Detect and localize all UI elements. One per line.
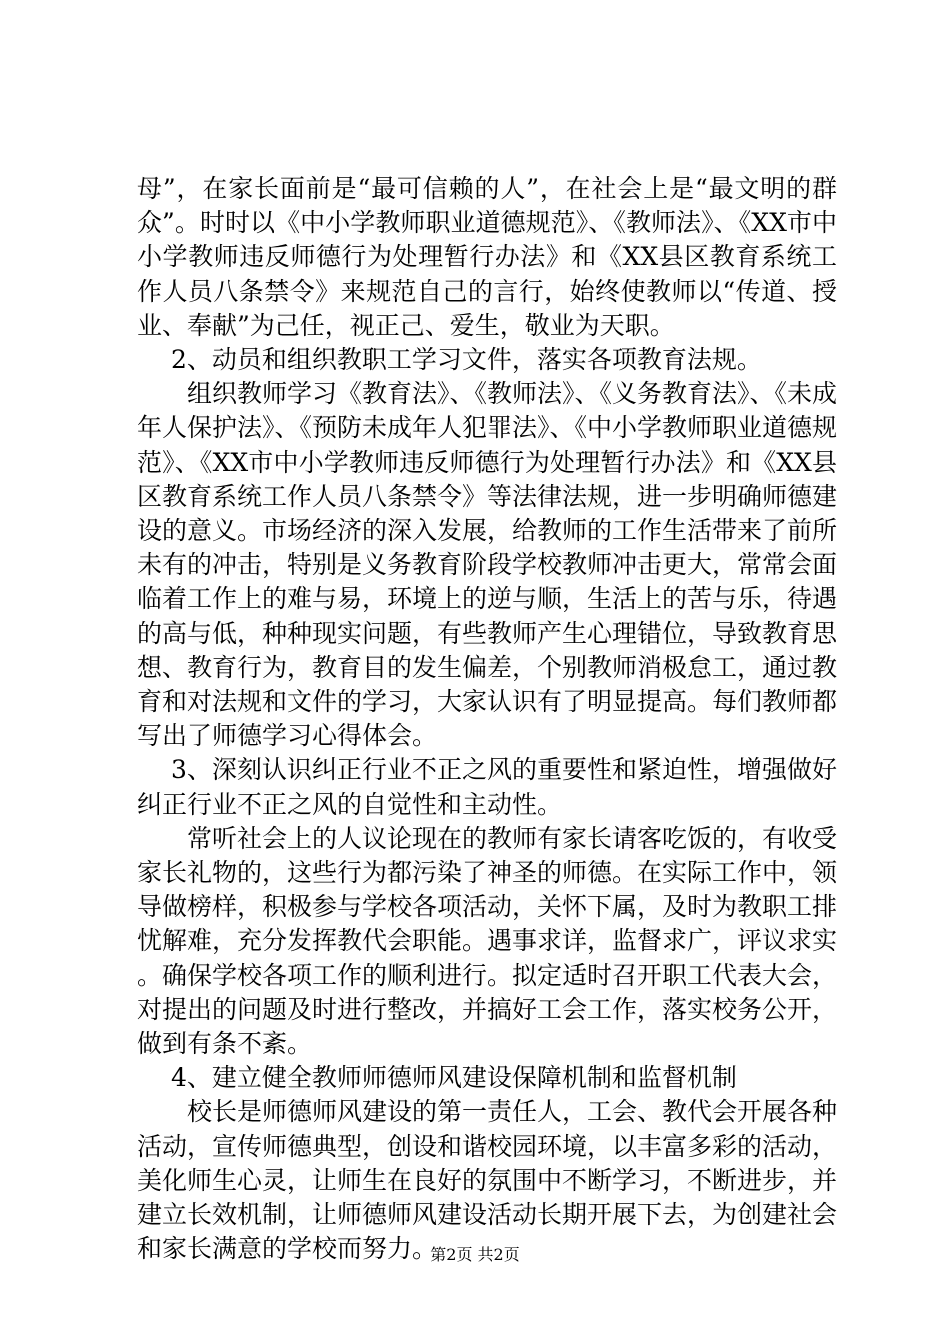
paragraph-correct-practices: 常听社会上的人议论现在的教师有家长请客吃饭的，有收受家长礼物的，这些行为都污染了神圣的师德。在实际工作中，领导做榜样，积极参与学校各项活动，关怀下属，及时为教职工排忧解难，充分发挥教代会职能。遇事求详，监督求广，评议求实。确保学校各项工作的顺利进行。拟定适时召开职工代表大会，对提出的问题及时进行整改，并搞好工会工作，落实校务公开，做到有条不紊。 xyxy=(137,823,838,1059)
section-heading-3: 3、深刻认识纠正行业不正之风的重要性和紧迫性，增强做好纠正行业不正之风的自觉性和主动性。 xyxy=(137,755,837,819)
section-heading-2: 2、动员和组织教职工学习文件，落实各项教育法规。 xyxy=(171,345,762,375)
document-body xyxy=(137,172,837,1267)
paragraph-mechanism: 校长是师德师风建设的第一责任人，工会、教代会开展各种活动，宣传师德典型，创设和谐校园环境，以丰富多彩的活动，美化师生心灵，让师生在良好的氛围中不断学习，不断进步，并建立长效机制，让师德师风建设活动长期开展下去，为创建社会和家长满意的学校而努力。 xyxy=(137,1097,838,1264)
section-heading-4: 4、建立健全教师师德师风建设保障机制和监督机制 xyxy=(171,1063,737,1093)
page-number-footer: 第2页 共2页 xyxy=(430,1245,520,1264)
paragraph-continuation: 母”，在家长面前是“最可信赖的人”，在社会上是“最文明的群众”。时时以《中小学教师职业道德规范》、《教师法》、《XX市中小学教师违反师德行为处理暂行办法》和《XX县区教育系统工作人员八条禁令》来规范自己的言行，始终使教师以“传道、授业、奉献”为己任，视正己、爱生，敬业为天职。 xyxy=(137,174,837,340)
paragraph-study-laws: 组织教师学习《教育法》、《教师法》、《义务教育法》、《未成年人保护法》、《预防未成年人犯罪法》、《中小学教师职业道德规范》、《XX市中小学教师违反师德行为处理暂行办法》和《XX县区教育系统工作人员八条禁令》等法律法规，进一步明确师德建设的意义。市场经济的深入发展，给教师的工作生活带来了前所未有的冲击，特别是义务教育阶段学校教师冲击更大，常常会面临着工作上的难与易，环境上的逆与顺，生活上的苦与乐，待遇的高与低，种种现实问题，有些教师产生心理错位，导致教育思想、教育行为，教育目的发生偏差，个别教师消极怠工，通过教育和对法规和文件的学习，大家认识有了明显提高。每们教师都写出了师德学习心得体会。 xyxy=(137,379,838,751)
